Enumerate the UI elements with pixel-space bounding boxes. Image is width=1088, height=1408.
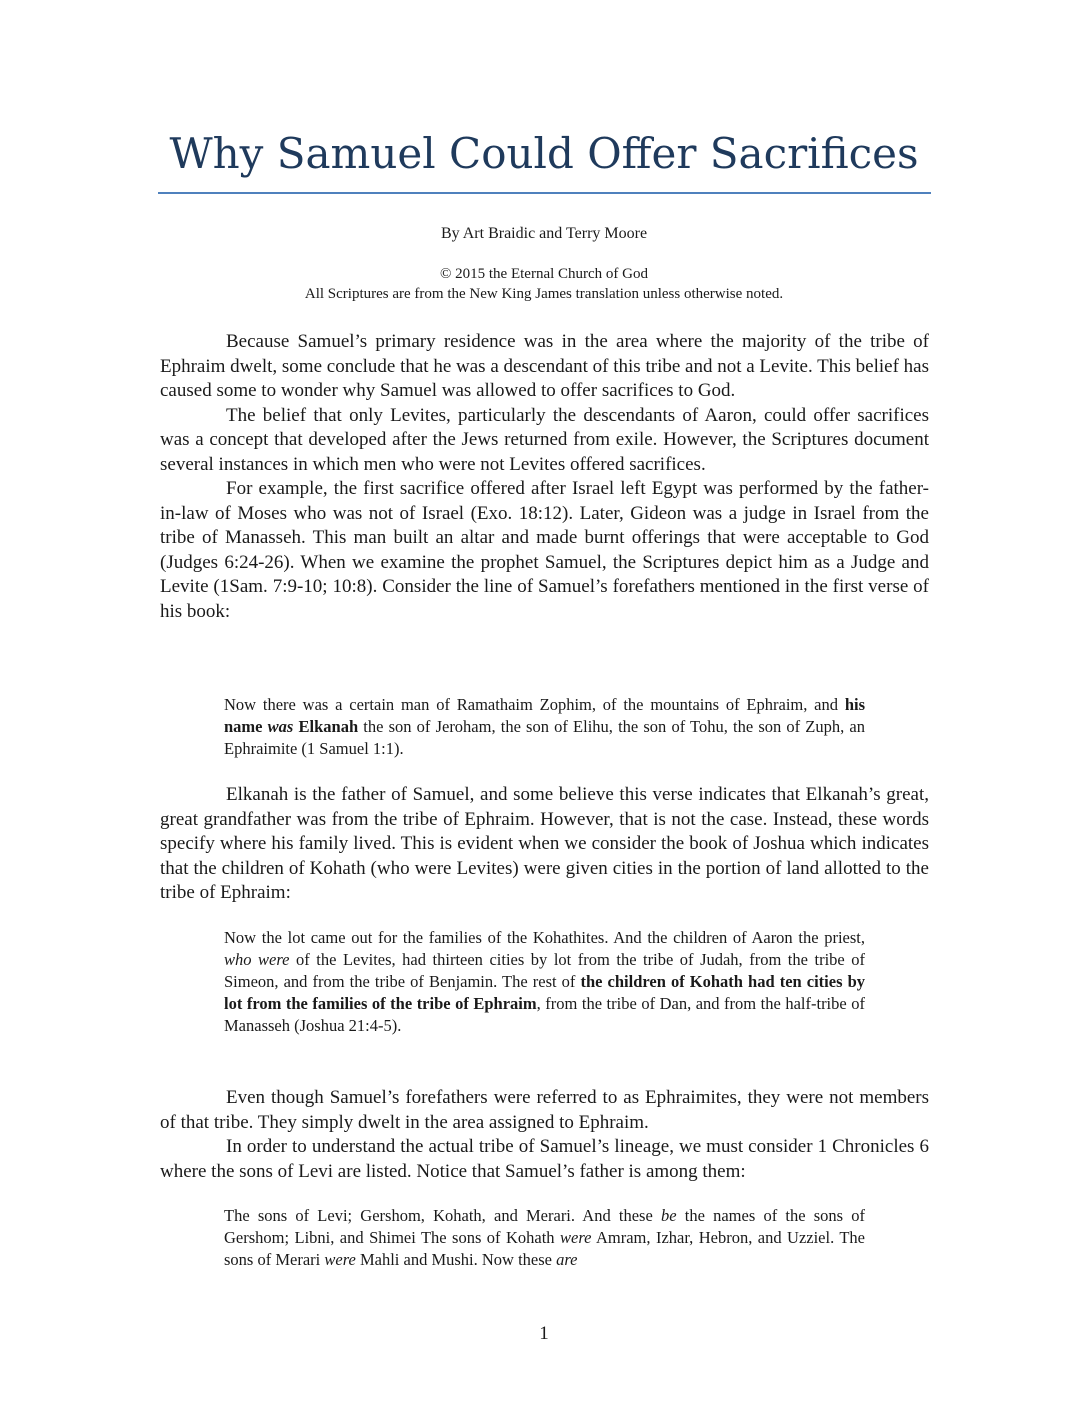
quote-text: the son of Jeroham, the son of Elihu, the son of Tohu, the son of Zuph, an Ephraimite (1 Samuel 1:1). — [224, 717, 865, 758]
body-paragraph-4: Elkanah is the father of Samuel, and some believe this verse indicates that Elkanah’s great, great grandfather was from the tribe of Ephraim. However, that is not the case. Instead, these words specify where his family lived. This is evident when we consider the book of Joshua which indicates that the children of Kohath (who were Levites) were given cities in the portion of land allotted to the tribe of Ephraim: — [160, 784, 929, 903]
quote-text: the names of the sons of Gershom; Libni, and Shimei The sons of Kohath — [224, 1206, 865, 1247]
lineage-section — [160, 1086, 929, 1184]
quote-paragraph — [224, 694, 865, 760]
elkanah-section — [160, 783, 929, 906]
intro-section — [160, 330, 929, 624]
body-paragraph-1: Because Samuel’s primary residence was in the area where the majority of the tribe of Ephraim dwelt, some conclude that he was a descendant of this tribe and not a Levite. This belief has caused some to wonder why Samuel was allowed to offer sacrifices to God. — [160, 331, 929, 401]
quote-text: , from the tribe of Dan, and from the half-tribe of Manasseh (Joshua 21:4-5). — [224, 994, 865, 1035]
body-paragraph-6: In order to understand the actual tribe of Samuel’s lineage, we must consider 1 Chronicles 6 where the sons of Levi are listed. Notice that Samuel’s father is among them: — [160, 1136, 929, 1182]
quote-paragraph — [224, 1205, 865, 1271]
scripture-quote-1 — [224, 694, 865, 760]
page-number: 1 — [539, 1323, 549, 1344]
scripture-quote-3 — [224, 1205, 865, 1271]
quote-italic: are — [556, 1250, 578, 1269]
quote-emphasis-italic: was — [267, 717, 294, 736]
quote-text: Amram, Izhar, Hebron, and Uzziel. The sons of Merari — [224, 1228, 865, 1269]
quote-italic: who were — [224, 950, 290, 969]
quote-text: Now there was a certain man of Ramathaim Zophim, of the mountains of Ephraim, and — [224, 695, 845, 714]
document-meta — [158, 264, 930, 304]
title-underline — [158, 192, 931, 194]
scripture-quote-2 — [224, 927, 865, 1037]
quote-text: Now the lot came out for the families of the Kohathites. And the children of Aaron the priest, — [224, 928, 865, 947]
quote-text: of the Levites, had thirteen cities by lot from the tribe of Judah, from the tribe of Simeon, and from the tribe of Benjamin. The rest of — [224, 950, 865, 991]
quote-emphasis: Elkanah — [293, 717, 359, 736]
byline: By Art Braidic and Terry Moore — [440, 225, 648, 242]
quote-paragraph — [224, 927, 865, 1037]
copyright-notice: © 2015 the Eternal Church of God — [439, 266, 648, 282]
document-title: Why Samuel Could Offer Sacrifices — [169, 129, 919, 178]
quote-emphasis: his name — [224, 695, 865, 736]
quote-italic: were — [324, 1250, 356, 1269]
body-paragraph-5: Even though Samuel’s forefathers were referred to as Ephraimites, they were not members of that tribe. They simply dwelt in the area assigned to Ephraim. — [160, 1087, 929, 1133]
body-paragraph-3: For example, the first sacrifice offered after Israel left Egypt was performed by the father-in-law of Moses who was not of Israel (Exo. 18:12). Later, Gideon was a judge in Israel from the tribe of Manasseh. This man built an altar and made burnt offerings that were acceptable to God (Judges 6:24-26). When we examine the prophet Samuel, the Scriptures depict him as a Judge and Levite (1Sam. 7:9-10; 10:8). Consider the line of Samuel’s forefathers mentioned in the first verse of his book: — [160, 478, 929, 622]
quote-text: The sons of Levi; Gershom, Kohath, and Merari. And these — [224, 1206, 661, 1225]
quote-text: Mahli and Mushi. Now these — [355, 1250, 557, 1269]
quote-emphasis: the children of Kohath had ten cities by lot from the families of the tribe of Ephraim — [224, 972, 865, 1013]
quote-italic: be — [661, 1206, 677, 1225]
scripture-note: All Scriptures are from the New King James translation unless otherwise noted. — [304, 286, 784, 302]
quote-italic: were — [560, 1228, 592, 1247]
body-paragraph-2: The belief that only Levites, particularly the descendants of Aaron, could offer sacrifices was a concept that developed after the Jews returned from exile. However, the Scriptures document several instances in which men who were not Levites offered sacrifices. — [160, 404, 929, 475]
